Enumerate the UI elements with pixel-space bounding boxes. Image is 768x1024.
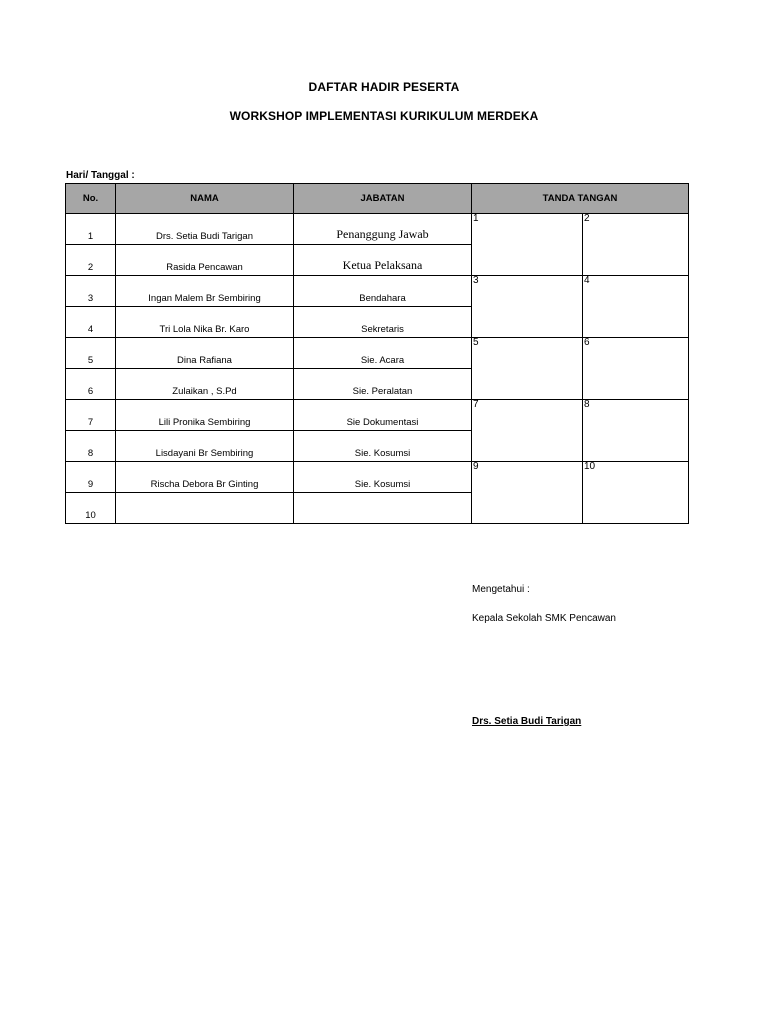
table-row [66,338,689,369]
signature-cell: 10 [583,462,689,524]
signature-cell: 1 [472,214,583,276]
signature-cell: 2 [583,214,689,276]
header-tanda-tangan: TANDA TANGAN [472,184,689,214]
row-nama [116,493,294,524]
row-nama: Lili Pronika Sembiring [116,400,294,431]
header-no: No. [66,184,116,214]
row-no: 7 [66,400,116,431]
signature-cell: 9 [472,462,583,524]
row-jabatan: Sie Dokumentasi [294,400,472,431]
row-no: 2 [66,245,116,276]
row-nama: Zulaikan , S.Pd [116,369,294,400]
row-no: 3 [66,276,116,307]
document-subtitle: WORKSHOP IMPLEMENTASI KURIKULUM MERDEKA [229,109,539,123]
row-no: 10 [66,493,116,524]
document-title: DAFTAR HADIR PESERTA [308,80,460,94]
signature-cell: 5 [472,338,583,400]
table-row [66,276,689,307]
table-row [66,214,689,245]
table-row [66,462,689,493]
signature-cell: 3 [472,276,583,338]
row-nama: Rischa Debora Br Ginting [116,462,294,493]
table-header-row [66,184,689,214]
row-nama: Ingan Malem Br Sembiring [116,276,294,307]
row-nama: Dina Rafiana [116,338,294,369]
row-no: 8 [66,431,116,462]
row-no: 5 [66,338,116,369]
row-jabatan: Penanggung Jawab [294,214,472,245]
row-jabatan [294,493,472,524]
signature-cell: 8 [583,400,689,462]
row-no: 6 [66,369,116,400]
principal-name: Drs. Setia Budi Tarigan [472,716,582,727]
row-no: 1 [66,214,116,245]
row-nama: Rasida Pencawan [116,245,294,276]
signature-cell: 4 [583,276,689,338]
row-jabatan: Sie. Kosumsi [294,431,472,462]
row-jabatan: Sie. Peralatan [294,369,472,400]
row-jabatan: Sekretaris [294,307,472,338]
row-nama: Tri Lola Nika Br. Karo [116,307,294,338]
date-label: Hari/ Tanggal : [66,170,135,181]
signature-cell: 6 [583,338,689,400]
row-jabatan: Sie. Acara [294,338,472,369]
row-jabatan: Bendahara [294,276,472,307]
header-jabatan: JABATAN [294,184,472,214]
header-nama: NAMA [116,184,294,214]
row-no: 4 [66,307,116,338]
row-jabatan: Ketua Pelaksana [294,245,472,276]
principal-position: Kepala Sekolah SMK Pencawan [472,613,616,624]
row-nama: Drs. Setia Budi Tarigan [116,214,294,245]
acknowledged-label: Mengetahui : [472,584,530,595]
row-nama: Lisdayani Br Sembiring [116,431,294,462]
table-row [66,400,689,431]
row-jabatan: Sie. Kosumsi [294,462,472,493]
attendance-table [65,183,689,524]
row-no: 9 [66,462,116,493]
signature-cell: 7 [472,400,583,462]
